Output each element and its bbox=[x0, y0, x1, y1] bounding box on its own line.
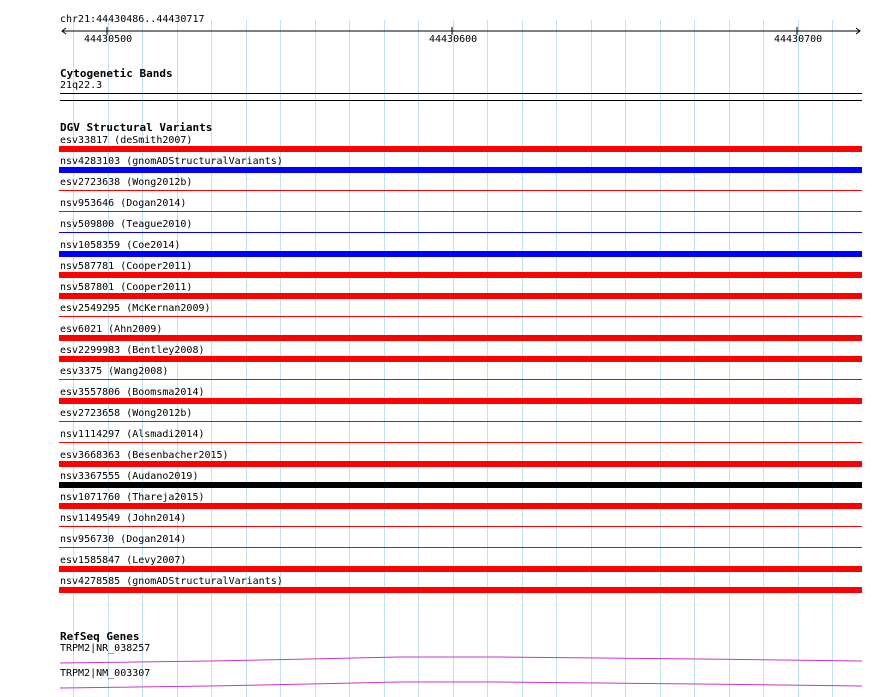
refseq-track-title: RefSeq Genes bbox=[60, 630, 140, 643]
sv-feature-row[interactable] bbox=[0, 175, 890, 196]
sv-feature-bar[interactable] bbox=[59, 566, 862, 572]
sv-feature-bar[interactable] bbox=[59, 211, 862, 212]
sv-feature-row[interactable] bbox=[0, 385, 890, 406]
sv-feature-bar[interactable] bbox=[59, 316, 862, 317]
sv-feature-label[interactable]: nsv953646 (Dogan2014) bbox=[60, 198, 187, 209]
sv-feature-bar[interactable] bbox=[59, 421, 862, 422]
sv-feature-bar[interactable] bbox=[59, 503, 862, 509]
sv-feature-bar[interactable] bbox=[59, 442, 862, 443]
cytoband-line[interactable] bbox=[60, 93, 862, 94]
sv-feature-label[interactable]: nsv1114297 (Alsmadi2014) bbox=[60, 429, 205, 440]
sv-feature-bar[interactable] bbox=[59, 379, 862, 380]
sv-feature-label[interactable]: nsv4283103 (gnomADStructuralVariants) bbox=[60, 156, 283, 167]
sv-feature-row[interactable] bbox=[0, 259, 890, 280]
sv-feature-label[interactable]: esv3668363 (Besenbacher2015) bbox=[60, 450, 229, 461]
sv-feature-row[interactable] bbox=[0, 133, 890, 154]
sv-feature-label[interactable]: esv1585847 (Levy2007) bbox=[60, 555, 187, 566]
dgv-track-title: DGV Structural Variants bbox=[60, 121, 213, 134]
ruler[interactable] bbox=[0, 0, 890, 60]
sv-feature-label[interactable]: nsv1071760 (Thareja2015) bbox=[60, 492, 205, 503]
sv-feature-bar[interactable] bbox=[59, 190, 862, 191]
gene-label[interactable]: TRPM2|NM_003307 bbox=[60, 668, 151, 679]
gene-line bbox=[60, 657, 862, 663]
sv-feature-bar[interactable] bbox=[59, 587, 862, 593]
sv-feature-row[interactable] bbox=[0, 280, 890, 301]
cytobands-track-title: Cytogenetic Bands bbox=[60, 67, 173, 80]
ruler-tick-label: 44430600 bbox=[429, 34, 478, 45]
sv-feature-label[interactable]: nsv1058359 (Coe2014) bbox=[60, 240, 181, 251]
sv-feature-bar[interactable] bbox=[59, 293, 862, 299]
sv-feature-row[interactable] bbox=[0, 574, 890, 595]
sv-feature-label[interactable]: nsv4278585 (gnomADStructuralVariants) bbox=[60, 576, 283, 587]
ruler-tick-label: 44430500 bbox=[84, 34, 133, 45]
sv-feature-label[interactable]: nsv587781 (Cooper2011) bbox=[60, 261, 193, 272]
sv-feature-row[interactable] bbox=[0, 217, 890, 238]
gene-label[interactable]: TRPM2|NR_038257 bbox=[60, 643, 151, 654]
sv-feature-row[interactable] bbox=[0, 448, 890, 469]
ruler-tick-label: 44430700 bbox=[774, 34, 823, 45]
sv-feature-label[interactable]: esv3375 (Wang2008) bbox=[60, 366, 169, 377]
sv-feature-bar[interactable] bbox=[59, 167, 862, 173]
sv-feature-row[interactable] bbox=[0, 196, 890, 217]
sv-feature-label[interactable]: nsv3367555 (Audano2019) bbox=[60, 471, 199, 482]
sv-feature-row[interactable] bbox=[0, 238, 890, 259]
sv-feature-label[interactable]: nsv956730 (Dogan2014) bbox=[60, 534, 187, 545]
cytoband-baseline bbox=[60, 100, 862, 101]
sv-feature-row[interactable] bbox=[0, 301, 890, 322]
sv-feature-label[interactable]: esv2723638 (Wong2012b) bbox=[60, 177, 193, 188]
sv-feature-bar[interactable] bbox=[59, 547, 862, 548]
sv-feature-bar[interactable] bbox=[59, 251, 862, 257]
sv-feature-label[interactable]: esv2723658 (Wong2012b) bbox=[60, 408, 193, 419]
sv-feature-bar[interactable] bbox=[59, 146, 862, 152]
gene-line bbox=[60, 682, 862, 688]
sv-feature-label[interactable]: esv33817 (deSmith2007) bbox=[60, 135, 193, 146]
sv-feature-label[interactable]: nsv1149549 (John2014) bbox=[60, 513, 187, 524]
sv-feature-label[interactable]: nsv587801 (Cooper2011) bbox=[60, 282, 193, 293]
sv-feature-row[interactable] bbox=[0, 532, 890, 553]
sv-feature-label[interactable]: esv2299983 (Bentley2008) bbox=[60, 345, 205, 356]
sv-feature-row[interactable] bbox=[0, 553, 890, 574]
sv-feature-bar[interactable] bbox=[59, 526, 862, 527]
sv-feature-bar[interactable] bbox=[59, 356, 862, 362]
sv-feature-label[interactable]: esv2549295 (McKernan2009) bbox=[60, 303, 211, 314]
sv-feature-row[interactable] bbox=[0, 469, 890, 490]
sv-feature-bar[interactable] bbox=[59, 398, 862, 404]
sv-feature-label[interactable]: esv3557806 (Boomsma2014) bbox=[60, 387, 205, 398]
sv-feature-label[interactable]: nsv509800 (Teague2010) bbox=[60, 219, 193, 230]
position-readout: chr21:44430486..44430717 bbox=[60, 14, 205, 25]
cytoband-label[interactable]: 21q22.3 bbox=[60, 80, 103, 91]
sv-feature-row[interactable] bbox=[0, 322, 890, 343]
sv-feature-row[interactable] bbox=[0, 154, 890, 175]
sv-feature-bar[interactable] bbox=[59, 482, 862, 488]
sv-feature-row[interactable] bbox=[0, 406, 890, 427]
sv-feature-bar[interactable] bbox=[59, 461, 862, 467]
sv-feature-bar[interactable] bbox=[59, 272, 862, 278]
sv-feature-row[interactable] bbox=[0, 490, 890, 511]
sv-feature-row[interactable] bbox=[0, 343, 890, 364]
sv-feature-row[interactable] bbox=[0, 364, 890, 385]
sv-feature-bar[interactable] bbox=[59, 335, 862, 341]
sv-feature-row[interactable] bbox=[0, 427, 890, 448]
sv-feature-label[interactable]: esv6021 (Ahn2009) bbox=[60, 324, 163, 335]
sv-feature-bar[interactable] bbox=[59, 232, 862, 233]
sv-feature-row[interactable] bbox=[0, 511, 890, 532]
